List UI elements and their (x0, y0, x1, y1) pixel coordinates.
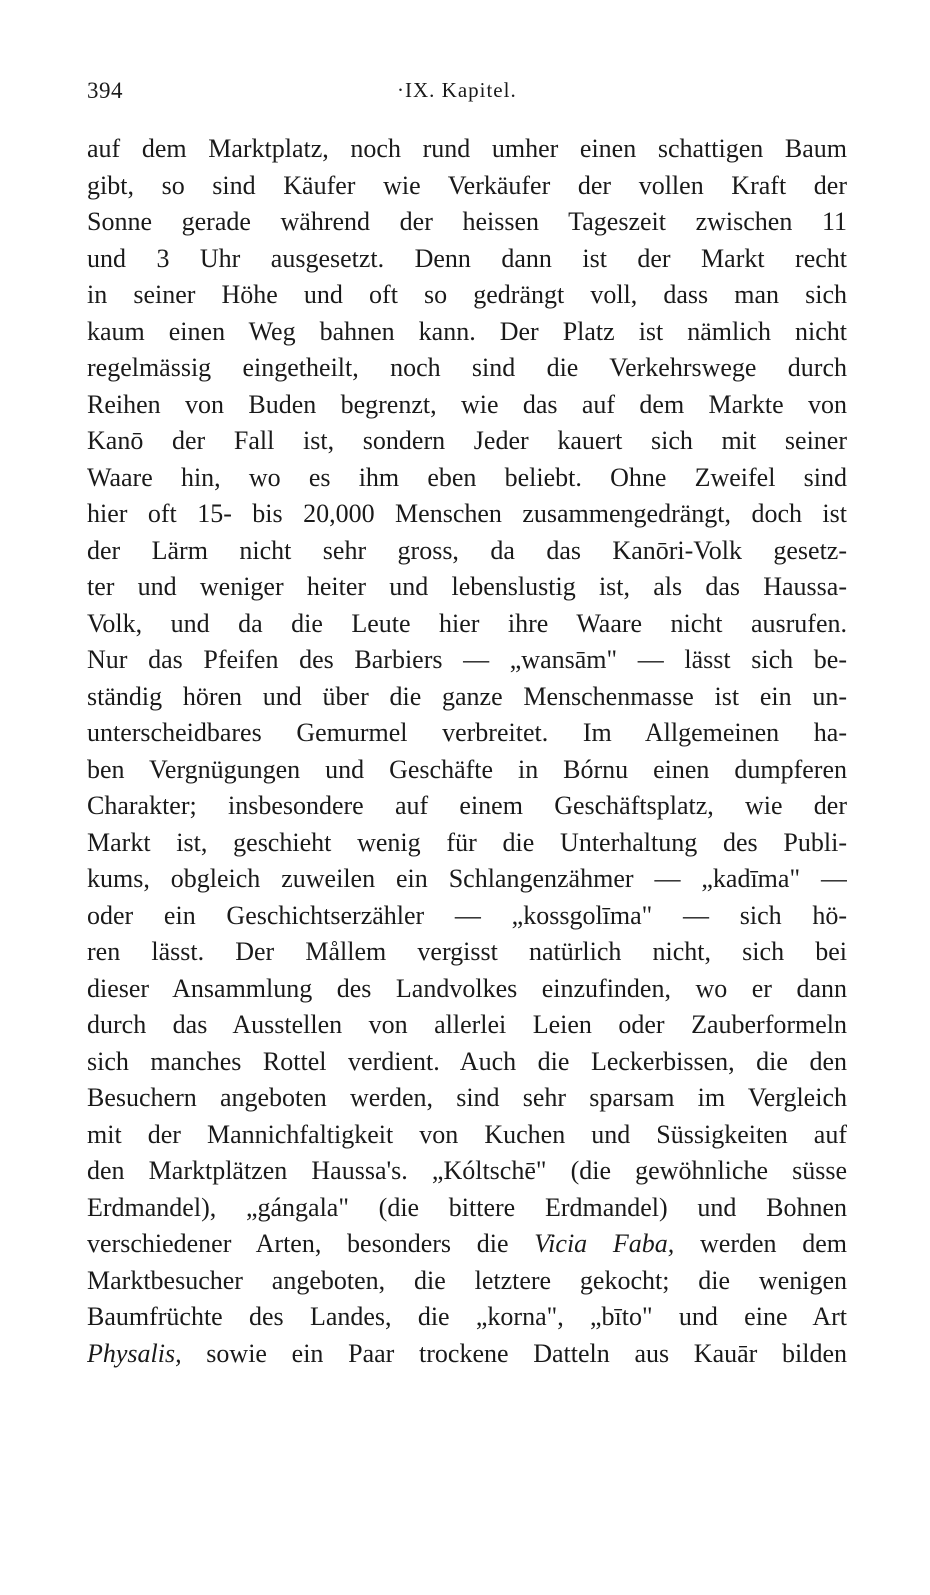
text-line: Besuchern angeboten werden, sind sehr sparsam im Vergleich (87, 1083, 847, 1112)
text-line: auf dem Marktplatz, noch rund umher einen schattigen Baum (87, 134, 847, 163)
text-line: regelmässig eingetheilt, noch sind die Verkehrswege durch (87, 353, 847, 382)
text-line: und 3 Uhr ausgesetzt. Denn dann ist der Markt recht (87, 243, 847, 273)
body-text (87, 131, 847, 1372)
text-line: Waare hin, wo es ihm eben beliebt. Ohne Zweifel sind (87, 462, 847, 492)
text-line: Kanō der Fall ist, sondern Jeder kauert sich mit seiner (87, 426, 847, 455)
italic-term: Physalis, (87, 1338, 182, 1368)
text-line: in seiner Höhe und oft so gedrängt voll, dass man sich (87, 280, 847, 309)
text-line: Reihen von Buden begrenzt, wie das auf dem Markte von (87, 389, 847, 419)
text-line-with-italic (87, 1226, 847, 1263)
running-head (87, 78, 847, 108)
text-line: ben Vergnügungen und Geschäfte in Bórnu einen dumpferen (87, 754, 847, 784)
text-line: der Lärm nicht sehr gross, da das Kanōri-Volk gesetz- (87, 535, 847, 565)
text-line: Nur das Pfeifen des Barbiers — „wansām" — lässt sich be- (87, 645, 847, 674)
text-line: kums, obgleich zuweilen ein Schlangenzähmer — „kadīma" — (87, 864, 847, 893)
text-line: ständig hören und über die ganze Menschenmasse ist ein un- (87, 681, 847, 711)
text-line: Sonne gerade während der heissen Tageszeit zwischen 11 (87, 207, 847, 236)
text-line: ter und weniger heiter und lebenslustig ist, als das Haussa- (87, 572, 847, 601)
text-line: hier oft 15- bis 20,000 Menschen zusammengedrängt, doch ist (87, 499, 847, 528)
text-line: Marktbesucher angeboten, die letztere gekocht; die wenigen (87, 1265, 847, 1295)
text-line: gibt, so sind Käufer wie Verkäufer der vollen Kraft der (87, 170, 847, 200)
text-line: kaum einen Weg bahnen kann. Der Platz ist nämlich nicht (87, 316, 847, 346)
text-line: Baumfrüchte des Landes, die „korna", „bīto" und eine Art (87, 1302, 847, 1331)
text-line: Markt ist, geschieht wenig für die Unterhaltung des Publi- (87, 827, 847, 857)
text-line: durch das Ausstellen von allerlei Leien oder Zauberformeln (87, 1010, 847, 1039)
text-line: unterscheidbares Gemurmel verbreitet. Im Allgemeinen ha- (87, 718, 847, 747)
text-line: dieser Ansammlung des Landvolkes einzufinden, wo er dann (87, 973, 847, 1003)
chapter-title: ·IX. Kapitel. (397, 78, 517, 102)
text-segment: verschiedener Arten, besonders die (87, 1229, 535, 1258)
text-segment: sowie ein Paar trockene Datteln aus Kauār bilden (181, 1338, 847, 1368)
text-line: Volk, und da die Leute hier ihre Waare nicht ausrufen. (87, 608, 847, 638)
text-line: ren lässt. Der Mållem vergisst natürlich nicht, sich bei (87, 937, 847, 966)
italic-term: Vicia Faba, (534, 1229, 675, 1258)
text-line: Erdmandel), „gángala" (die bittere Erdmandel) und Bohnen (87, 1192, 847, 1222)
text-segment: werden dem (674, 1229, 847, 1258)
text-line: oder ein Geschichtserzähler — „kossgolīma" — sich hö- (87, 900, 847, 930)
text-line: den Marktplätzen Haussa's. „Kóltschē" (die gewöhnliche süsse (87, 1156, 847, 1185)
text-line: Charakter; insbesondere auf einem Geschäftsplatz, wie der (87, 791, 847, 820)
text-line: mit der Mannichfaltigkeit von Kuchen und Süssigkeiten auf (87, 1119, 847, 1149)
text-line: sich manches Rottel verdient. Auch die Leckerbissen, die den (87, 1046, 847, 1076)
page-number: 394 (87, 78, 123, 103)
text-line-with-italic (87, 1336, 847, 1373)
